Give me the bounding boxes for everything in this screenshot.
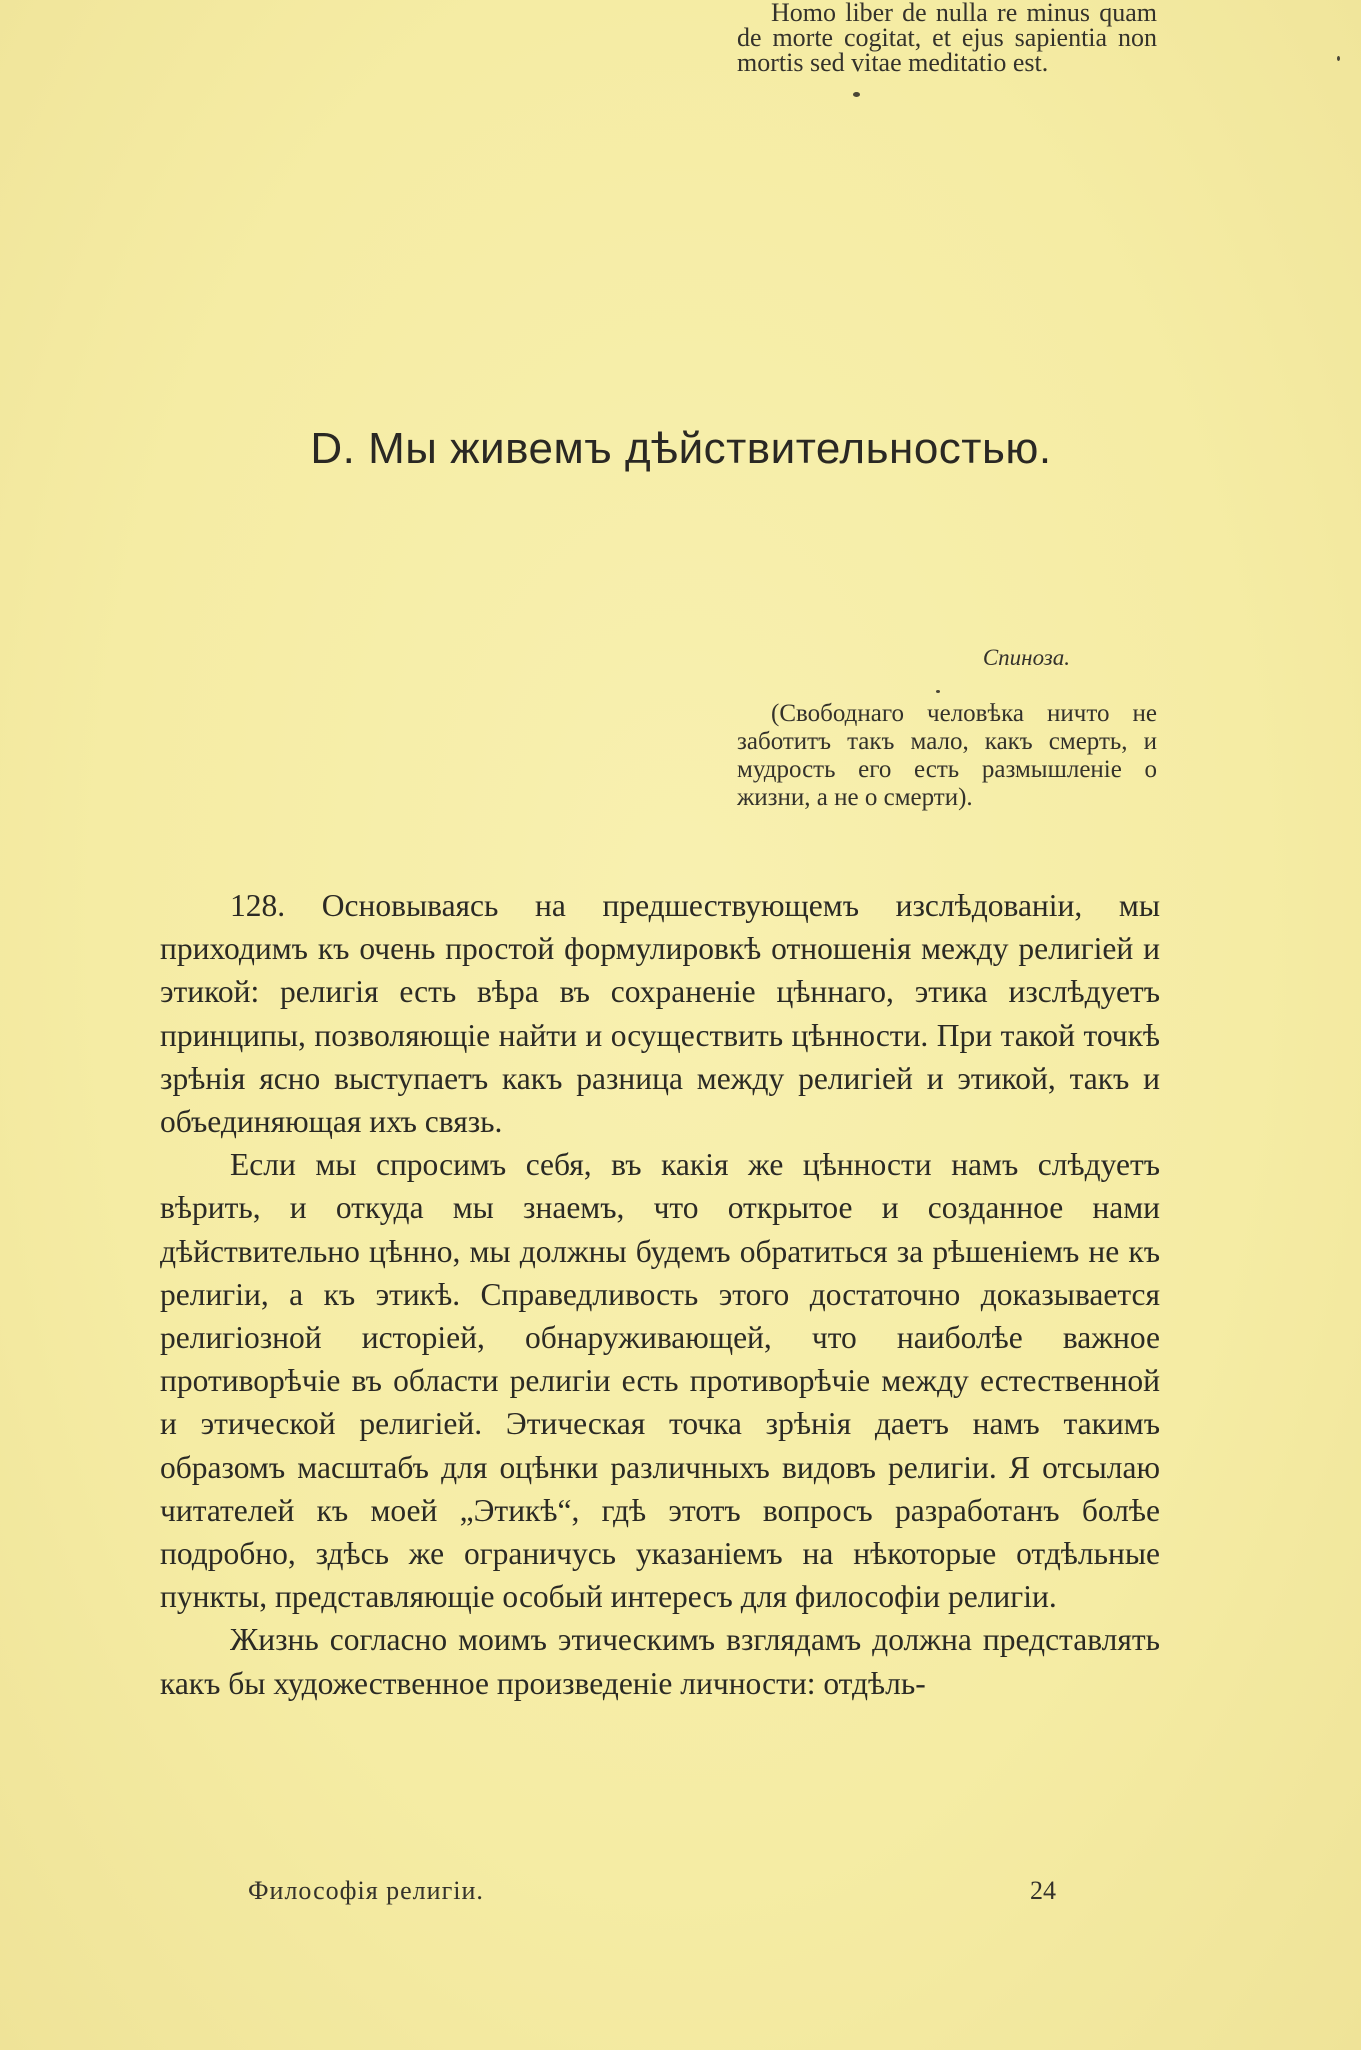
body-text: [160, 884, 1160, 1705]
footer-signature-number: 24: [1030, 1876, 1056, 1905]
epigraph-translation: [737, 700, 1157, 812]
epigraph-author: Спиноза.: [982, 645, 1070, 670]
paragraph-128: 128. Основываясь на предшествующемъ изслѣдованіи, мы приходимъ къ очень простой формулировкѣ отношенія между религіей и этикой: религія есть вѣра въ сохраненіе цѣннаго, этика изслѣдуетъ принципы, позволяющіе найти и осуществить цѣнности. При такой точкѣ зрѣнія ясно выступаетъ какъ разница между религіей и этикой, такъ и объединяющая ихъ связь.: [160, 888, 1160, 1140]
epigraph-latin: [737, 0, 1157, 75]
epigraph-translation-text: (Свободнаго человѣка ничто не заботитъ такъ мало, какъ смерть, и мудрость его есть размышленіе о жизни, а не о смерти).: [737, 700, 1157, 811]
ink-speck: [936, 690, 940, 693]
ink-speck: [853, 92, 860, 97]
epigraph-latin-text: Homo liber de nulla re minus quam de morte cogitat, et ejus sapientia non mortis sed vitae meditatio est.: [737, 0, 1157, 77]
paragraph: Если мы спросимъ себя, въ какія же цѣнности намъ слѣдуетъ вѣрить, и откуда мы знаемъ, что открытое и созданное нами дѣйствительно цѣнно, мы должны будемъ обратиться за рѣшеніемъ не къ религіи, а къ этикѣ. Справедливость этого достаточно доказывается религіозной исторіей, обнаруживающей, что наиболѣе важное противорѣчіе въ области религіи есть противорѣчіе между естественной и этической религіей. Этическая точка зрѣнія даетъ намъ такимъ образомъ масштабъ для оцѣнки различныхъ видовъ религіи. Я отсылаю читателей къ моей „Этикѣ“, гдѣ этотъ вопросъ разработанъ болѣе подробно, здѣсь же ограничусь указаніемъ на нѣкоторые отдѣльные пункты, представляющіе особый интересъ для философіи религіи.: [160, 1147, 1160, 1615]
footer-book-title: Философія религіи.: [248, 1876, 484, 1905]
paragraph: Жизнь согласно моимъ этическимъ взглядамъ должна представлять какъ бы художественное произведеніе личности: отдѣль-: [160, 1622, 1160, 1701]
ink-speck: [1337, 56, 1340, 61]
section-heading: D. Мы живемъ дѣйствительностью.: [310, 424, 1052, 473]
